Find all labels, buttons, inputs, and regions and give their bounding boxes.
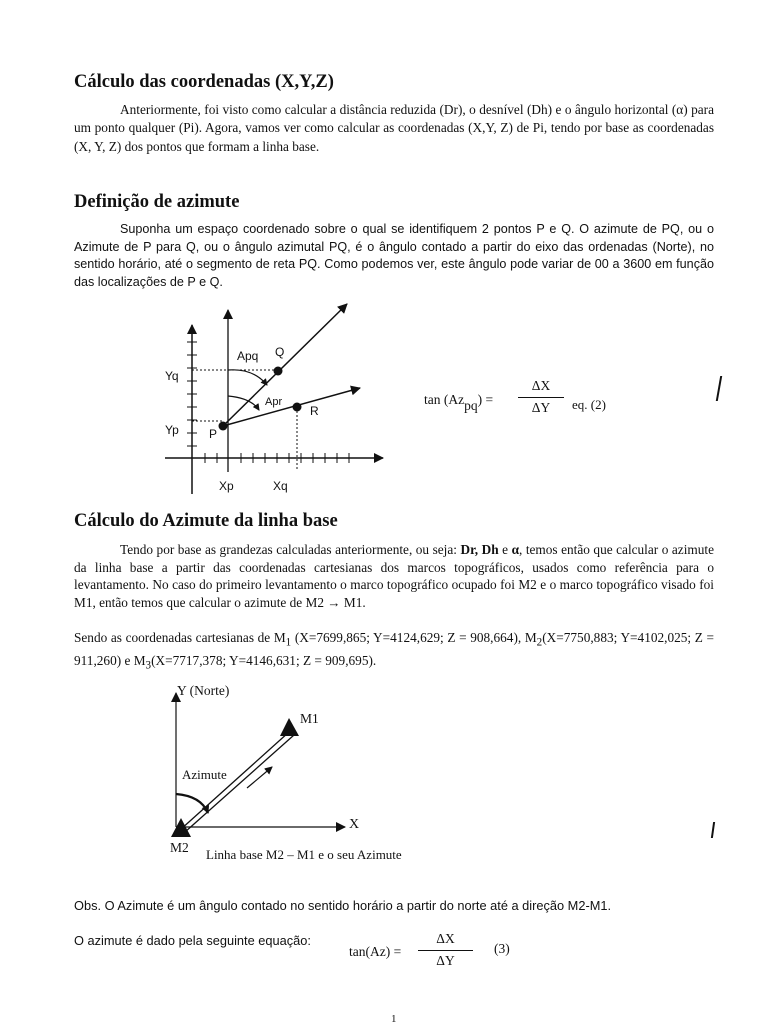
- equation-3-lhs: tan(Az) =: [349, 944, 402, 959]
- direction-arrow: [247, 767, 272, 788]
- label-xp: Xp: [219, 479, 234, 493]
- paragraph-coordenadas-marcos: Sendo as coordenadas cartesianas de $M_1$ (X=7699,865; Y=4124,629; Z = 908,664), $M_2(X=7750,883$; Y=4102,025; Z = 911,260) e $M_3(X=7717,378$; Y=4146,631; Z = 909,695).: [74, 630, 714, 672]
- label-yp: Yp: [165, 423, 179, 437]
- equation-2-lhs: tan (Azpq) =: [424, 392, 494, 413]
- equation-3-ref: (3): [494, 941, 510, 956]
- subscript-m3: 3: [145, 659, 152, 672]
- equation-2-subscript: pq: [464, 398, 478, 413]
- equation-3-numerator: ΔX: [418, 931, 473, 951]
- label-apq: Apq: [237, 349, 259, 363]
- label-x: X: [349, 817, 360, 832]
- label-azimute: Azimute: [182, 767, 227, 782]
- equation-2-ref: eq. (2): [572, 397, 606, 412]
- paragraph-coordenadas: Anteriormente, foi visto como calcular a distância reduzida (Dr), o desnível (Dh) e o ângulo horizontal (α) para um ponto qualquer (Pi). Agora, vamos ver como calcular as coordenadas (X,Y, Z) de Pi, tendo por base as coordenadas (X, Y, Z) dos pontos que formam a linha base.: [74, 102, 714, 154]
- arc-apq: [228, 370, 267, 385]
- point-q: [274, 367, 283, 376]
- equation-2-numerator: ΔX: [518, 378, 564, 398]
- equation-3-fraction: [418, 931, 473, 969]
- azimute-arc: [176, 794, 208, 813]
- section-title-coordenadas: Cálculo das coordenadas (X,Y,Z): [74, 72, 334, 92]
- section-title-azimute: Definição de azimute: [74, 192, 240, 212]
- point-r: [293, 403, 302, 412]
- obs-paragraph: Obs. O Azimute é um ângulo contado no sentido horário a partir do norte até a direção M2-M1.: [74, 898, 612, 913]
- equation-3-denominator: ΔY: [436, 953, 455, 968]
- equation-2-denominator: ΔY: [531, 400, 551, 415]
- bold-dr-dh: Dr, Dh: [460, 542, 499, 557]
- page-number: 1: [391, 1013, 397, 1025]
- label-r: R: [310, 404, 319, 418]
- point-p: [219, 422, 228, 431]
- baseline-line-2: [185, 735, 294, 832]
- label-yq: Yq: [165, 369, 179, 383]
- label-m2: M2: [170, 840, 189, 855]
- segment-pr: [223, 388, 360, 426]
- label-apr: Apr: [265, 396, 283, 408]
- bold-alpha: α: [511, 542, 519, 557]
- label-q: Q: [275, 345, 285, 359]
- arc-apr: [228, 396, 259, 410]
- margin-mark: [716, 376, 722, 401]
- label-y-norte: Y (Norte): [177, 683, 230, 698]
- section-title-azimute-linha-base: Cálculo do Azimute da linha base: [74, 511, 338, 531]
- paragraph-azimute: Suponha um espaço coordenado sobre o qual se identifiquem 2 pontos P e Q. O azimute de PQ, ou o Azimute de P para Q, ou o ângulo azimutal PQ, é o ângulo contado a partir do eixo das ordenadas (Norte), no sentido horário, até o segmento de reta PQ. Como podemos ver, este ângulo pode variar de 00 a 3600 em função das localizações de P e Q.: [74, 222, 714, 289]
- figure-azimute-diagram: [155, 300, 395, 505]
- equation-2-fraction: [518, 378, 564, 416]
- equation-2: [424, 378, 624, 428]
- label-p: P: [209, 427, 218, 441]
- subscript-m1: 1: [285, 636, 292, 649]
- marker-m1-triangle: [280, 718, 299, 736]
- figure-2-caption: Linha base M2 – M1 e o seu Azimute: [206, 847, 402, 862]
- margin-mark-2: [711, 822, 715, 838]
- paragraph-linha-base: Tendo por base as grandezas calculadas anteriormente, ou seja: Dr, Dh e α, temos então que calcular o azimute da linha base a partir das coordenadas cartesianas dos marcos topográficos, usados como referência para o levantamento. No caso do primeiro levantamento o marco topográfico ocupado foi M2 e o marco topográfico visado foi M1, então temos que calcular o azimute de M2 → M1.: [74, 542, 714, 610]
- segment-pq: [223, 304, 347, 426]
- figure-linha-base: [165, 680, 445, 865]
- label-m1: M1: [300, 711, 319, 726]
- subscript-m2: 2: [536, 636, 543, 649]
- label-xq: Xq: [273, 479, 288, 493]
- equation-3-intro: O azimute é dado pela seguinte equação:: [74, 933, 311, 948]
